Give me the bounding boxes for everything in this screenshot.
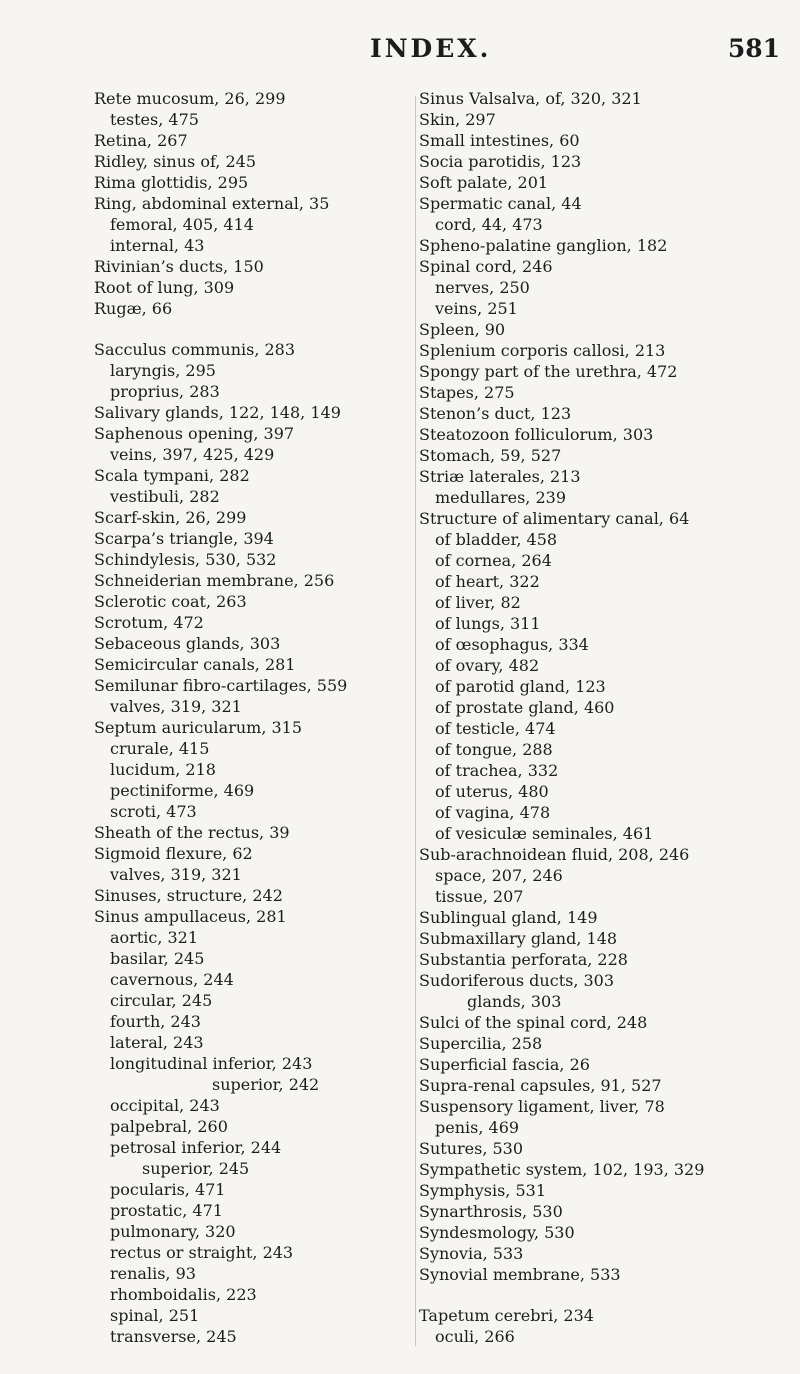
index-entry: testes, 475 <box>110 110 199 129</box>
page-header <box>370 34 780 64</box>
index-entry: Sigmoid flexure, 62 <box>94 844 253 863</box>
index-entry: crurale, 415 <box>110 739 210 758</box>
index-entry: glands, 303 <box>467 992 562 1011</box>
index-entry: tissue, 207 <box>435 887 524 906</box>
index-entry: Stapes, 275 <box>419 383 515 402</box>
index-entry: prostatic, 471 <box>110 1201 223 1220</box>
index-entry: Steatozoon folliculorum, 303 <box>419 425 654 444</box>
index-entry: Semicircular canals, 281 <box>94 655 296 674</box>
index-entry: Sudoriferous ducts, 303 <box>419 971 615 990</box>
index-entry: penis, 469 <box>435 1118 520 1137</box>
index-entry: Scrotum, 472 <box>94 613 204 632</box>
index-entry: laryngis, 295 <box>110 361 216 380</box>
index-entry: aortic, 321 <box>110 928 199 947</box>
index-entry: Scarpa’s triangle, 394 <box>94 529 274 548</box>
index-entry: Small intestines, 60 <box>419 131 580 150</box>
index-entry: petrosal inferior, 244 <box>110 1138 282 1157</box>
index-entry: of cornea, 264 <box>435 551 552 570</box>
index-entry: Rivinian’s ducts, 150 <box>94 257 264 276</box>
index-entry: of lungs, 311 <box>435 614 541 633</box>
index-entry: circular, 245 <box>110 991 213 1010</box>
index-entry: internal, 43 <box>110 236 205 255</box>
section-gap <box>419 1285 789 1305</box>
index-entry: Schneiderian membrane, 256 <box>94 571 335 590</box>
index-entry: Syndesmology, 530 <box>419 1223 575 1242</box>
index-entry: lateral, 243 <box>110 1033 204 1052</box>
index-entry: Sub-arachnoidean fluid, 208, 246 <box>419 845 690 864</box>
index-entry: of ovary, 482 <box>435 656 540 675</box>
index-entry: Submaxillary gland, 148 <box>419 929 618 948</box>
index-entry: rectus or straight, 243 <box>110 1243 294 1262</box>
index-entry: Sympathetic system, 102, 193, 329 <box>419 1160 705 1179</box>
index-entry: of vagina, 478 <box>435 803 551 822</box>
index-entry: of trachea, 332 <box>435 761 559 780</box>
index-entry: Sclerotic coat, 263 <box>94 592 247 611</box>
index-entry: of prostate gland, 460 <box>435 698 615 717</box>
index-entry: veins, 397, 425, 429 <box>110 445 275 464</box>
index-entry: Sinuses, structure, 242 <box>94 886 283 905</box>
index-entry: Superficial fascia, 26 <box>419 1055 590 1074</box>
index-entry: of uterus, 480 <box>435 782 549 801</box>
index-entry: Suspensory ligament, liver, 78 <box>419 1097 665 1116</box>
index-entry: Root of lung, 309 <box>94 278 235 297</box>
page-number: 581 <box>727 34 780 63</box>
section-gap <box>94 319 414 339</box>
index-entry: basilar, 245 <box>110 949 205 968</box>
index-entry: Schindylesis, 530, 532 <box>94 550 277 569</box>
index-entry: Retina, 267 <box>94 131 188 150</box>
index-entry: Structure of alimentary canal, 64 <box>419 509 690 528</box>
index-entry: Ridley, sinus of, 245 <box>94 152 257 171</box>
index-entry: nerves, 250 <box>435 278 530 297</box>
index-entry: Sinus ampullaceus, 281 <box>94 907 287 926</box>
index-entry: Spleen, 90 <box>419 320 506 339</box>
index-entry: femoral, 405, 414 <box>110 215 254 234</box>
index-entry: pocularis, 471 <box>110 1180 226 1199</box>
index-entry: of heart, 322 <box>435 572 540 591</box>
index-entry: Sulci of the spinal cord, 248 <box>419 1013 648 1032</box>
index-entry: Substantia perforata, 228 <box>419 950 628 969</box>
index-entry: Spinal cord, 246 <box>419 257 553 276</box>
index-entry: valves, 319, 321 <box>110 865 242 884</box>
index-entry: Spermatic canal, 44 <box>419 194 582 213</box>
index-entry: of parotid gland, 123 <box>435 677 606 696</box>
index-entry: superior, 245 <box>142 1159 250 1178</box>
index-entry: of tongue, 288 <box>435 740 553 759</box>
index-column-left <box>94 88 414 1347</box>
index-entry: Scala tympani, 282 <box>94 466 250 485</box>
index-entry: longitudinal inferior, 243 <box>110 1054 313 1073</box>
index-entry: Rima glottidis, 295 <box>94 173 249 192</box>
index-entry: space, 207, 246 <box>435 866 563 885</box>
index-entry: Tapetum cerebri, 234 <box>419 1306 594 1325</box>
index-entry: Rete mucosum, 26, 299 <box>94 89 286 108</box>
index-entry: oculi, 266 <box>435 1327 515 1346</box>
index-entry: Socia parotidis, 123 <box>419 152 582 171</box>
index-entry: Striæ laterales, 213 <box>419 467 581 486</box>
index-entry: Sutures, 530 <box>419 1139 524 1158</box>
index-entry: Skin, 297 <box>419 110 496 129</box>
column-divider <box>415 96 416 1346</box>
index-column-right <box>419 88 789 1347</box>
index-entry: Soft palate, 201 <box>419 173 549 192</box>
index-entry: of vesiculæ seminales, 461 <box>435 824 654 843</box>
index-entry: Spheno-palatine ganglion, 182 <box>419 236 668 255</box>
page-title: INDEX. <box>370 34 492 63</box>
index-entry: Sheath of the rectus, 39 <box>94 823 290 842</box>
index-entry: Stomach, 59, 527 <box>419 446 562 465</box>
index-entry: cavernous, 244 <box>110 970 234 989</box>
index-entry: Synovia, 533 <box>419 1244 524 1263</box>
index-entry: Septum auricularum, 315 <box>94 718 303 737</box>
index-entry: spinal, 251 <box>110 1306 200 1325</box>
index-entry: medullares, 239 <box>435 488 566 507</box>
index-entry: rhomboidalis, 223 <box>110 1285 257 1304</box>
index-entry: lucidum, 218 <box>110 760 216 779</box>
index-entry: veins, 251 <box>435 299 518 318</box>
index-entry: Ring, abdominal external, 35 <box>94 194 330 213</box>
index-entry: vestibuli, 282 <box>110 487 220 506</box>
index-entry: Supercilia, 258 <box>419 1034 543 1053</box>
index-entry: of liver, 82 <box>435 593 521 612</box>
index-entry: of bladder, 458 <box>435 530 558 549</box>
index-entry: Synovial membrane, 533 <box>419 1265 621 1284</box>
index-entry: Supra-renal capsules, 91, 527 <box>419 1076 662 1095</box>
index-entry: Semilunar fibro-cartilages, 559 <box>94 676 348 695</box>
index-entry: Spongy part of the urethra, 472 <box>419 362 678 381</box>
index-entry: Synarthrosis, 530 <box>419 1202 563 1221</box>
index-entry: Sebaceous glands, 303 <box>94 634 281 653</box>
index-entry: of testicle, 474 <box>435 719 556 738</box>
index-entry: palpebral, 260 <box>110 1117 228 1136</box>
index-entry: Scarf-skin, 26, 299 <box>94 508 247 527</box>
index-entry: pectiniforme, 469 <box>110 781 255 800</box>
index-entry: superior, 242 <box>212 1075 320 1094</box>
index-entry: transverse, 245 <box>110 1327 237 1346</box>
index-entry: valves, 319, 321 <box>110 697 242 716</box>
index-entry: Splenium corporis callosi, 213 <box>419 341 666 360</box>
index-entry: pulmonary, 320 <box>110 1222 236 1241</box>
index-entry: of œsophagus, 334 <box>435 635 589 654</box>
index-entry: proprius, 283 <box>110 382 220 401</box>
index-entry: renalis, 93 <box>110 1264 196 1283</box>
index-entry: fourth, 243 <box>110 1012 201 1031</box>
index-entry: Rugæ, 66 <box>94 299 173 318</box>
index-entry: Salivary glands, 122, 148, 149 <box>94 403 341 422</box>
index-entry: Sublingual gland, 149 <box>419 908 598 927</box>
index-entry: cord, 44, 473 <box>435 215 543 234</box>
index-entry: Sinus Valsalva, of, 320, 321 <box>419 89 642 108</box>
index-entry: Saphenous opening, 397 <box>94 424 295 443</box>
index-entry: Sacculus communis, 283 <box>94 340 296 359</box>
index-entry: occipital, 243 <box>110 1096 220 1115</box>
index-entry: scroti, 473 <box>110 802 197 821</box>
index-entry: Symphysis, 531 <box>419 1181 547 1200</box>
index-entry: Stenon’s duct, 123 <box>419 404 572 423</box>
